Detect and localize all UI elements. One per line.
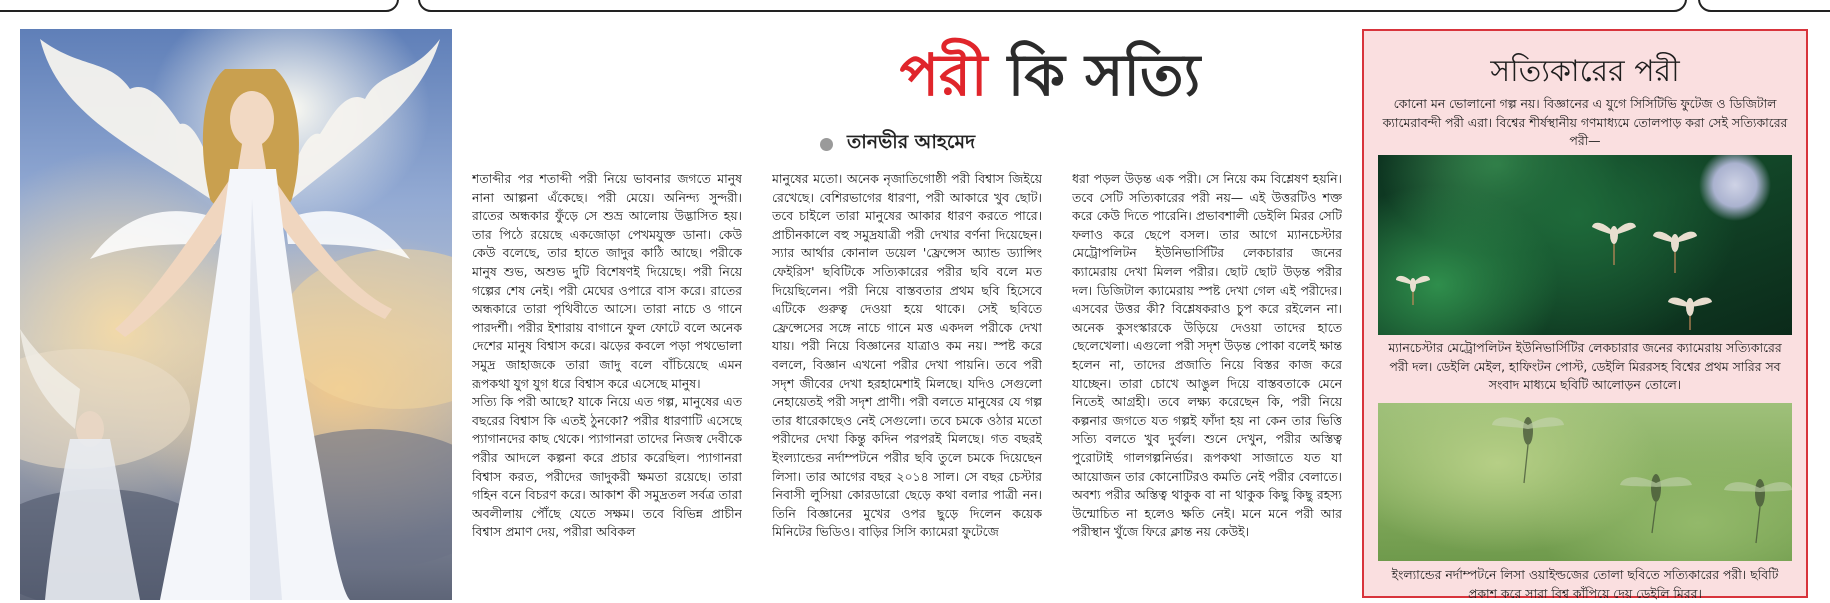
- photo-2-caption: ইংল্যান্ডের নর্দাম্পটনে লিসা ওয়াইল্ডজের তোলা ছবিতে সত্যিকারের পরী। ছবিটি প্রকাশ করে সারা বিশ্ব কাঁপিয়ে দেয় ডেইলি মিরর।: [1391, 567, 1779, 601]
- fairy-photo-manchester: [1378, 155, 1792, 335]
- column-2-text: মানুষের মতো। অনেক নৃজাতিগোষ্ঠী পরী বিশ্বাস জিইয়ে রেখেছে। বেশিরভাগের ধারণা, পরী আকারে খুব ছোট। তবে চাইলে তারা মানুষের আকার ধারণ করতে পারে। প্রাচীনকালে বহু সমুদ্রযাত্রী পরী দেখার বর্ণনা দিয়েছেন। স্যার আর্থার কোনাল ডয়েল 'ফ্রেন্সেস অ্যান্ড ড্যান্সিং ফেইরিস' ছবিটিকে সত্যিকারের পরীর ছবি বলে মত দিয়েছিলেন। পরী নিয়ে বাস্তবতার প্রথম ছবি হিসেবে এটিকে গুরুত্ব দেওয়া হয়ে থাকে। সেই ছবিতে ফ্রেন্সেসের সঙ্গে নাচে গানে মত্ত একদল পরীকে দেখা যায়। পরী নিয়ে বিজ্ঞানের যাত্রাও কম নয়। স্পষ্ট করে বললে, বিজ্ঞান এখনো পরীর দেখা পায়নি। তবে পরী সদৃশ জীবের দেখা হরহামেশাই মিলছে। যদিও সেগুলো নেহায়েতই পরী সদৃশ প্রাণী। পরী বলতে মানুষের যে গল্প তার ধারেকাছেও নেই সেগুলো। তবে চমকে ওঠার মতো পরীদের দেখা কিন্তু কদিন পরপরই মিলছে। গত বছরই ইংল্যান্ডের নর্দাম্পটনে পরীর ছবি তুলে চমকে দিয়েছেন লিসা। তার আগের বছর ২০১৪ সাল। সে বছর চেস্টার নিবাসী লুসিয়া কোরডারো ছেড়ে কথা বলার পাত্রী নন। তিনি বিজ্ঞানের মুখের ওপর ছুড়ে দিলেন কয়েক মিনিটের ভিডিও। বাড়ির সিসি ক্যামেরা ফুটেজে: [772, 171, 1042, 540]
- top-border-center: [418, 0, 1687, 12]
- column-3-text: ধরা পড়ল উড়ন্ত এক পরী। সে নিয়ে কম বিশ্লেষণ হয়নি। তবে সেটি সত্যিকারের পরী নয়— এই উত্তরটিও শক্ত করে কেউ দিতে পারেনি। প্রভাবশালী ডেইলি মিরর সেটি ফলাও করে ছেপে বসল। তার আগে ম্যানচেস্টার মেট্রোপলিটন ইউনিভার্সিটির লেকচারার জনের ক্যামেরায় দেখা মিলল পরীর। ছোট ছোট উড়ন্ত পরীর দল। ডিজিটাল ক্যামেরায় স্পষ্ট দেখা গেল এই পরীদের। এসবের উত্তর কী? বিশ্লেষকরাও চুপ করে রইলেন না। অনেক কুসংস্কারকে উড়িয়ে দেওয়া তাদের হাতে ছেলেখেলা। এগুলো পরী সদৃশ উড়ন্ত পোকা বলেই ক্ষান্ত হলেন না, তাদের প্রজাতি নিয়ে বিস্তর কাজ করে যাচ্ছেন। তারা চোখে আঙুল দিয়ে বাস্তবতাকে মেনে নিতেই আগ্রহী। তবে লক্ষ্য করেছেন কি, পরী নিয়ে কল্পনার জগতে যত গল্পই ফাঁদা হয় না কেন তার ভিত্তি সত্যি বলতে খুব দুর্বল। শুনে দেখুন, পরীর অস্তিত্ব পুরোটাই গালগল্পনির্ভর। রূপকথা সাজাতে যত যা আয়োজন তার কোনোটিরও কমতি নেই পরীর বেলাতে। অবশ্য পরীর অস্তিত্ব থাকুক বা না থাকুক কিছু কিছু রহস্য উন্মোচিত না হলেও ক্ষতি নেই। মনে মনে পরী আর পরীস্থান খুঁজে ফিরে ক্লান্ত নয় কেউই।: [1072, 171, 1342, 540]
- byline: [820, 128, 975, 160]
- headline-red: পরী: [899, 41, 988, 109]
- article-column-1: [472, 170, 742, 598]
- angel-illustration: [20, 29, 452, 600]
- sidebar-intro: কোনো মন ভোলানো গল্প নয়। বিজ্ঞানের এ যুগে সিসিটিভি ফুটেজ ও ডিজিটাল ক্যামেরাবন্দী পরী এরা। বিশ্বের শীর্ষস্থানীয় গণমাধ্যমে তোলপাড় করা সেই সত্যিকারের পরী—: [1382, 96, 1788, 149]
- column-1-text: শতাব্দীর পর শতাব্দী পরী নিয়ে ভাবনার জগতে মানুষ নানা আল্পনা এঁকেছে। পরী মেয়ে। অনিন্দ্য সুন্দরী। রাতের অন্ধকার ফুঁড়ে সে শুভ্র আলোয় উদ্ভাসিত হয়। তার পিঠে রয়েছে একজোড়া পেখমযুক্ত ডানা। কেউ কেউ বলেছে, তার হাতে জাদুর কাঠি আছে। পরীকে মানুষ শুভ, অশুভ দুটি বিশেষণই দিয়েছে। পরী নিয়ে গল্পের শেষ নেই। পরী মেঘের ওপারে বাস করে। রাতের অন্ধকারে তারা পৃথিবীতে আসে। তারা নাচে ও গানে পারদর্শী। পরীর ইশারায় বাগানে ফুল ফোটে বলে অনেক দেশের মানুষ বিশ্বাস করে। ঝড়ের কবলে পড়া পথভোলা সমুদ্র জাহাজকে তারা জাদু বলে বাঁচিয়েছে এমন রূপকথা যুগ যুগ ধরে বিশ্বাস করে এসেছে মানুষ। সত্যি কি পরী আছে? যাকে নিয়ে এত গল্প, মানুষের এত বছরের বিশ্বাস কি এতই ঠুনকো? পরীর ধারণাটি এসেছে প্যাগানদের কাছ থেকে। প্যাগানরা তাদের নিজস্ব দেবীকে পরীর আদলে কল্পনা করে প্রচার করেছিল। প্যাগানরা বিশ্বাস করত, পরীদের জাদুকরী ক্ষমতা রয়েছে। তারা গহিন বনে বিচরণ করে। আকাশ কী সমুদ্রতল সর্বত্র তারা অবলীলায় পৌঁছে যেতে সক্ষম। তবে বিভিন্ন প্রাচীন বিশ্বাস প্রমাণ দেয়, পরীরা অবিকল: [472, 171, 742, 540]
- bullet-dot-icon: [820, 138, 833, 151]
- sidebar-box: [1362, 29, 1808, 601]
- photo-1-caption: ম্যানচেস্টার মেট্রোপলিটন ইউনিভার্সিটির লেকচারার জনের ক্যামেরায় সত্যিকারের পরী দল। ডেইলি মেইল, হাফিংটন পোস্ট, ডেইলি মিররসহ বিশ্বের প্রথম সারির সব সংবাদ মাধ্যমে ছবিটি আলোড়ন তোলে।: [1388, 340, 1782, 393]
- article-column-2: [772, 170, 1042, 598]
- sidebar-title: সত্যিকারের পরী: [1490, 54, 1680, 89]
- fairy-photo-northampton: [1378, 403, 1792, 561]
- top-border-left: [0, 0, 399, 12]
- top-border-right: [1698, 0, 1830, 12]
- article-column-3: [1072, 170, 1342, 598]
- headline-dark: কি সত্যি: [1007, 41, 1201, 109]
- author-name: তানভীর আহমেদ: [847, 131, 976, 153]
